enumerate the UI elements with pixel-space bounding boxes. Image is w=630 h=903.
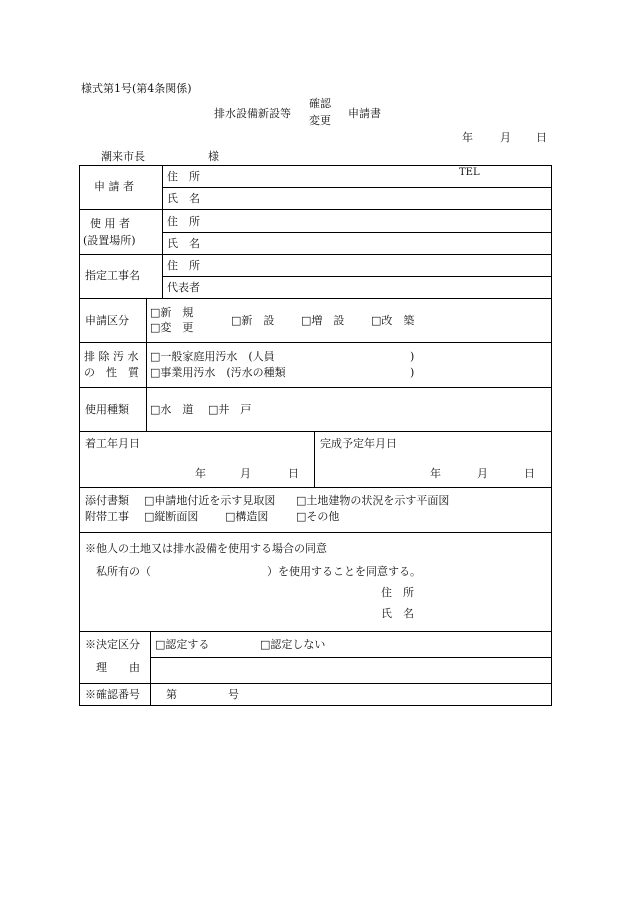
contractor-address-label: 住 所 [167,259,200,272]
attachment-structure[interactable]: □構造図 [225,510,269,523]
applicant-name-label: 氏 名 [167,192,200,205]
form-number: 様式第1号(第4条関係) [81,82,192,95]
start-date-label: 着工年月日 [85,437,140,450]
wastewater-label: 排 除 汚 水 [84,350,139,363]
end-date-label: 完成予定年月日 [320,437,397,450]
wastewater-business-close: ) [410,366,415,379]
wastewater-business[interactable]: □事業用汚水 (汚水の種類 [150,366,286,379]
wastewater-domestic[interactable]: □一般家庭用汚水 (人員 [150,350,275,363]
reason-label: 理 由 [96,661,140,674]
addressee: 潮来市長 [101,150,145,163]
water-type-well[interactable]: □井 戸 [208,403,252,416]
confirmation-suffix: 号 [228,688,239,701]
category-label: 申請区分 [85,314,129,327]
end-year: 年 [430,467,441,480]
honorific: 様 [208,150,219,163]
user-label: 使 用 者 [90,217,130,230]
start-month: 月 [240,467,251,480]
applicant-tel-label: TEL [459,167,480,178]
consent-heading: ※他人の土地又は排水設備を使用する場合の同意 [85,542,327,555]
user-location-label: (設置場所) [83,234,136,247]
start-day: 日 [288,467,299,480]
wastewater-domestic-close: ) [410,350,415,363]
applicant-address-label: 住 所 [167,170,200,183]
wastewater-label-2: の 性 質 [84,366,139,379]
header-year: 年 [462,131,473,144]
attachments-label: 添付書類 [85,494,129,507]
category-change[interactable]: □変 更 [150,321,194,334]
decision-label: ※決定区分 [85,638,140,651]
applicant-label: 申 請 者 [94,180,134,193]
contractor-rep-label: 代表者 [167,281,200,294]
consent-sentence-end: ）を使用することを同意する。 [267,565,421,578]
category-new-regulation[interactable]: □新 規 [150,306,194,319]
title-option-change: 変更 [309,114,331,127]
user-address-label: 住 所 [167,215,200,228]
confirmation-prefix: 第 [166,688,177,701]
decision-reject[interactable]: □認定しない [260,638,326,651]
title-option-confirm: 確認 [309,97,331,110]
decision-approve[interactable]: □認定する [155,638,210,651]
header-month: 月 [500,131,511,144]
header-day: 日 [536,131,547,144]
attachment-plan[interactable]: □土地建物の状況を示す平面図 [296,494,450,507]
end-month: 月 [477,467,488,480]
consent-address-label: 住 所 [381,586,414,599]
category-modification[interactable]: □改 築 [371,314,415,327]
end-day: 日 [524,467,535,480]
water-type-tap[interactable]: □水 道 [150,403,194,416]
title-right: 申請書 [348,107,381,120]
contractor-label: 指定工事名 [85,269,140,282]
water-type-label: 使用種類 [85,403,129,416]
consent-name-label: 氏 名 [381,607,414,620]
confirmation-label: ※確認番号 [85,688,140,701]
start-year: 年 [195,467,206,480]
category-new-install[interactable]: □新 設 [231,314,275,327]
drawings-label: 附帯工事 [85,510,129,523]
attachment-map[interactable]: □申請地付近を示す見取図 [144,494,276,507]
consent-sentence-start: 私所有の（ [96,565,151,578]
category-extension[interactable]: □増 設 [301,314,345,327]
attachment-other[interactable]: □その他 [296,510,340,523]
attachment-profile[interactable]: □縦断面図 [144,510,199,523]
user-name-label: 氏 名 [167,237,200,250]
form-table [79,165,552,706]
title-left: 排水設備新設等 [214,107,291,120]
